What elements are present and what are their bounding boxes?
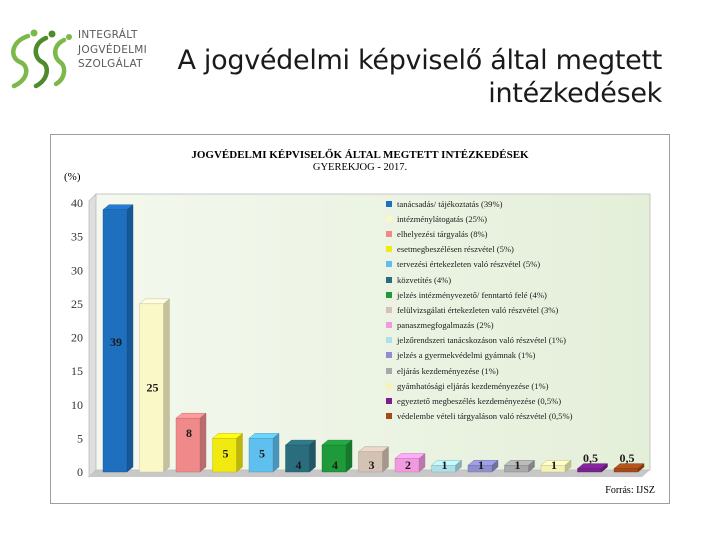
bar-value-label: 1: [551, 458, 557, 472]
chart-title: JOGVÉDELMI KÉPVISELŐK ÁLTAL MEGTETT INTÉZKEDÉSEK: [191, 149, 529, 161]
chart-subtitle: GYEREKJOG - 2017.: [312, 162, 408, 173]
y-tick-label: 30: [71, 263, 83, 278]
legend-swatch: [386, 383, 392, 389]
legend-label: egyeztető megbeszélés kezdeményezése (0,5%): [397, 396, 562, 407]
bar-value-label: 1: [441, 458, 448, 472]
legend-item: [386, 257, 658, 272]
legend-item: [386, 242, 658, 257]
chart-source: Forrás: IJSZ: [605, 485, 655, 496]
legend-item: [386, 318, 658, 333]
legend-label: intézménylátogatás (25%): [397, 213, 487, 224]
logo-line-3: SZOLGÁLAT: [78, 58, 143, 70]
bar-value-label: 5: [222, 446, 229, 461]
legend-item: [386, 196, 658, 211]
legend-swatch: [386, 201, 392, 207]
bar-side: [237, 433, 243, 472]
logo-line-1: INTEGRÁLT: [78, 29, 138, 41]
legend-item: [386, 333, 658, 348]
bar: [614, 469, 638, 472]
legend-label: felülvizsgálati értekezleten való részvétel (3%): [397, 304, 559, 315]
legend-swatch: [386, 292, 392, 298]
bar-value-label: 3: [368, 458, 375, 472]
legend-label: jelzés a gyermekvédelmi gyámnak (1%): [397, 350, 536, 361]
legend-swatch: [386, 307, 392, 313]
logo-line-2: JOGVÉDELMI: [78, 43, 148, 56]
y-tick-label: 35: [71, 229, 83, 244]
legend-label: védelembe vételi tárgyaláson való részvétel (0,5%): [397, 411, 573, 422]
legend-label: gyámhatósági eljárás kezdeményezése (1%): [397, 380, 549, 391]
legend-item: [386, 287, 658, 302]
bar-value-label: 1: [478, 458, 484, 472]
legend-swatch: [386, 352, 392, 358]
legend-item: [386, 211, 658, 226]
legend-swatch: [386, 368, 392, 374]
chart-legend: [386, 196, 658, 424]
legend-label: eljárás kezdeményezése (1%): [397, 365, 499, 376]
legend-swatch: [386, 246, 392, 252]
legend-item: [386, 409, 658, 424]
legend-swatch: [386, 261, 392, 267]
y-tick-label: 25: [71, 296, 83, 311]
y-tick-label: 5: [77, 431, 83, 446]
bar-value-label: 39: [110, 335, 122, 350]
slide-title-line-2: intézkedések: [488, 78, 662, 109]
slide-title-line-1: A jogvédelmi képviselő által megtett: [177, 45, 662, 76]
legend-swatch: [386, 231, 392, 237]
legend-label: panaszmegfogalmazás (2%): [397, 320, 494, 331]
legend-label: tanácsadás/ tájékoztatás (39%): [397, 198, 503, 209]
y-axis-label: (%): [64, 171, 81, 183]
legend-item: [386, 378, 658, 393]
plot-side-wall: [89, 194, 96, 477]
bar-value-label: 4: [295, 458, 302, 472]
legend-item: [386, 363, 658, 378]
y-tick-label: 20: [71, 330, 83, 345]
legend-item: [386, 393, 658, 408]
legend-item: [386, 348, 658, 363]
bar-value-label: 8: [186, 426, 192, 441]
legend-swatch: [386, 398, 392, 404]
bar-value-label: 2: [405, 458, 411, 472]
y-tick-label: 10: [71, 397, 83, 412]
legend-item: [386, 272, 658, 287]
bar-value-label: 0,5: [619, 451, 635, 465]
legend-swatch: [386, 337, 392, 343]
y-tick-label: 15: [71, 364, 83, 379]
legend-label: tervezési értekezleten való részvétel (5%): [397, 259, 541, 270]
legend-label: közvetítés (4%): [397, 274, 452, 285]
legend-item: [386, 226, 658, 241]
legend-swatch: [386, 216, 392, 222]
bar-side: [164, 299, 170, 472]
bar-side: [310, 440, 316, 472]
legend-label: esetmegbeszélésen részvétel (5%): [397, 244, 514, 255]
bar-value-label: 5: [259, 446, 265, 461]
bar-side: [273, 433, 279, 472]
legend-swatch: [386, 413, 392, 419]
y-tick-label: 40: [71, 196, 83, 210]
legend-label: jelzőrendszeri tanácskozáson való részvétel (1%): [397, 335, 566, 346]
legend-swatch: [386, 277, 392, 283]
bar-side: [127, 205, 133, 472]
bar-value-label: 4: [332, 458, 338, 472]
legend-label: elhelyezési tárgyalás (8%): [397, 228, 488, 239]
bar-value-label: 25: [146, 380, 159, 395]
legend-item: [386, 302, 658, 317]
bar-value-label: 0,5: [583, 451, 598, 465]
legend-label: jelzés intézményvezető/ fenntartó felé (4%): [397, 289, 547, 300]
bar: [578, 469, 602, 472]
bar-side: [200, 413, 206, 472]
bar-side: [346, 440, 352, 472]
bar-value-label: 1: [514, 458, 521, 472]
y-tick-label: 0: [77, 465, 83, 479]
legend-swatch: [386, 322, 392, 328]
